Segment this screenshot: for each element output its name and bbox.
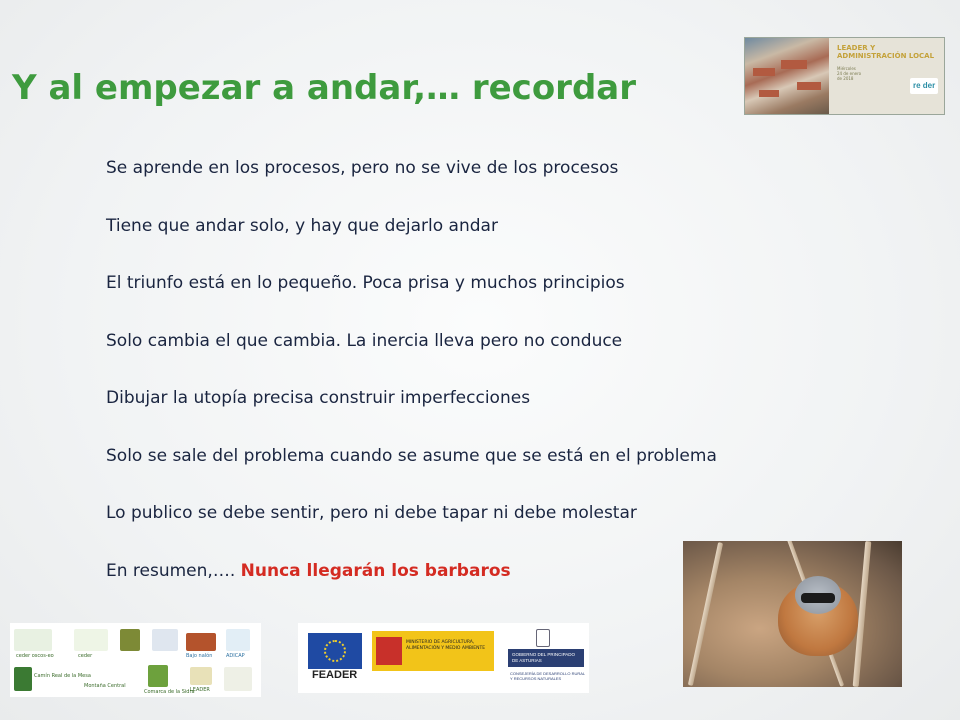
- leader-logo: [190, 667, 212, 685]
- statement-item: El triunfo está en lo pequeño. Poca prisa y muchos principios: [106, 273, 625, 293]
- asturias-label: GOBIERNO DEL PRINCIPADO DE ASTURIAS: [512, 652, 576, 663]
- ministry-label: MINISTERIO DE AGRICULTURA, ALIMENTACIÓN Y MEDIO AMBIENTE: [406, 640, 486, 651]
- ceder-logo: [74, 629, 108, 651]
- funding-logos-right: [298, 623, 589, 693]
- comarca-sidra-label: Comarca de la Sidra: [144, 689, 195, 695]
- adicap-logo: [226, 629, 250, 651]
- small-logo-1: [120, 629, 140, 651]
- adicap-label: ADICAP: [226, 653, 245, 659]
- statement-item: Tiene que andar solo, y hay que dejarlo andar: [106, 215, 498, 236]
- banner-line-2: ADMINISTRACIÓN LOCAL: [837, 52, 935, 60]
- statement-item: Solo cambia el que cambia. La inercia lleva pero no conduce: [106, 330, 623, 351]
- asturias-gov-logo: [508, 649, 584, 667]
- leader-label: LEADER: [190, 687, 210, 693]
- montana-central-label: Montaña Central: [84, 683, 126, 689]
- comarca-sidra-icon: [148, 665, 168, 687]
- ceder-oscos-label: ceder oscos-eo: [16, 653, 54, 659]
- banner-line-4: 24 de enero: [837, 71, 862, 76]
- banner-line-3: Miércoles: [837, 66, 856, 71]
- statement-item: Solo se sale del problema cuando se asume que se está en el problema: [106, 445, 717, 466]
- banner-line-1: LEADER Y: [837, 44, 876, 52]
- statement-list: [106, 157, 717, 617]
- reder-logo: [910, 78, 938, 94]
- bearded-reedling-photo: [683, 541, 902, 687]
- summary-prefix: En resumen,….: [106, 560, 241, 581]
- bird-mask: [801, 593, 835, 603]
- banner-line-5: de 2018: [837, 76, 854, 81]
- small-logo-3: [224, 667, 252, 691]
- feader-label: FEADER: [312, 669, 358, 681]
- asturias-crest-icon: [536, 629, 550, 647]
- header-banner-image: [744, 37, 945, 115]
- ministry-logo: [372, 631, 494, 671]
- statement-item: Lo publico se debe sentir, pero ni debe tapar ni debe molestar: [106, 503, 637, 523]
- eu-flag-icon: [308, 633, 362, 669]
- partner-logos-left: [10, 623, 261, 697]
- slide-title: Y al empezar a andar,… recordar: [12, 68, 637, 108]
- ceder-label: ceder: [78, 653, 93, 659]
- reder-logo-text: re der: [913, 81, 936, 90]
- summary-highlight: Nunca llegarán los barbaros: [240, 560, 511, 581]
- statement-item: Dibujar la utopía precisa construir imperfecciones: [106, 388, 531, 408]
- small-logo-2: [152, 629, 178, 651]
- spain-crest-icon: [376, 637, 402, 665]
- statement-item: Se aprende en los procesos, pero no se vive de los procesos: [106, 158, 619, 178]
- consejeria-label: CONSEJERÍA DE DESARROLLO RURAL Y RECURSOS NATURALES: [510, 671, 585, 681]
- summary-statement: [106, 560, 717, 618]
- camin-real-icon: [14, 667, 32, 691]
- bajo-nalon-logo: [186, 633, 216, 651]
- bajo-nalon-label: Bajo nalón: [186, 653, 213, 659]
- camin-real-label: Camín Real de la Mesa: [34, 673, 91, 679]
- ceder-oscos-logo: [14, 629, 52, 651]
- village-photo: [745, 38, 829, 114]
